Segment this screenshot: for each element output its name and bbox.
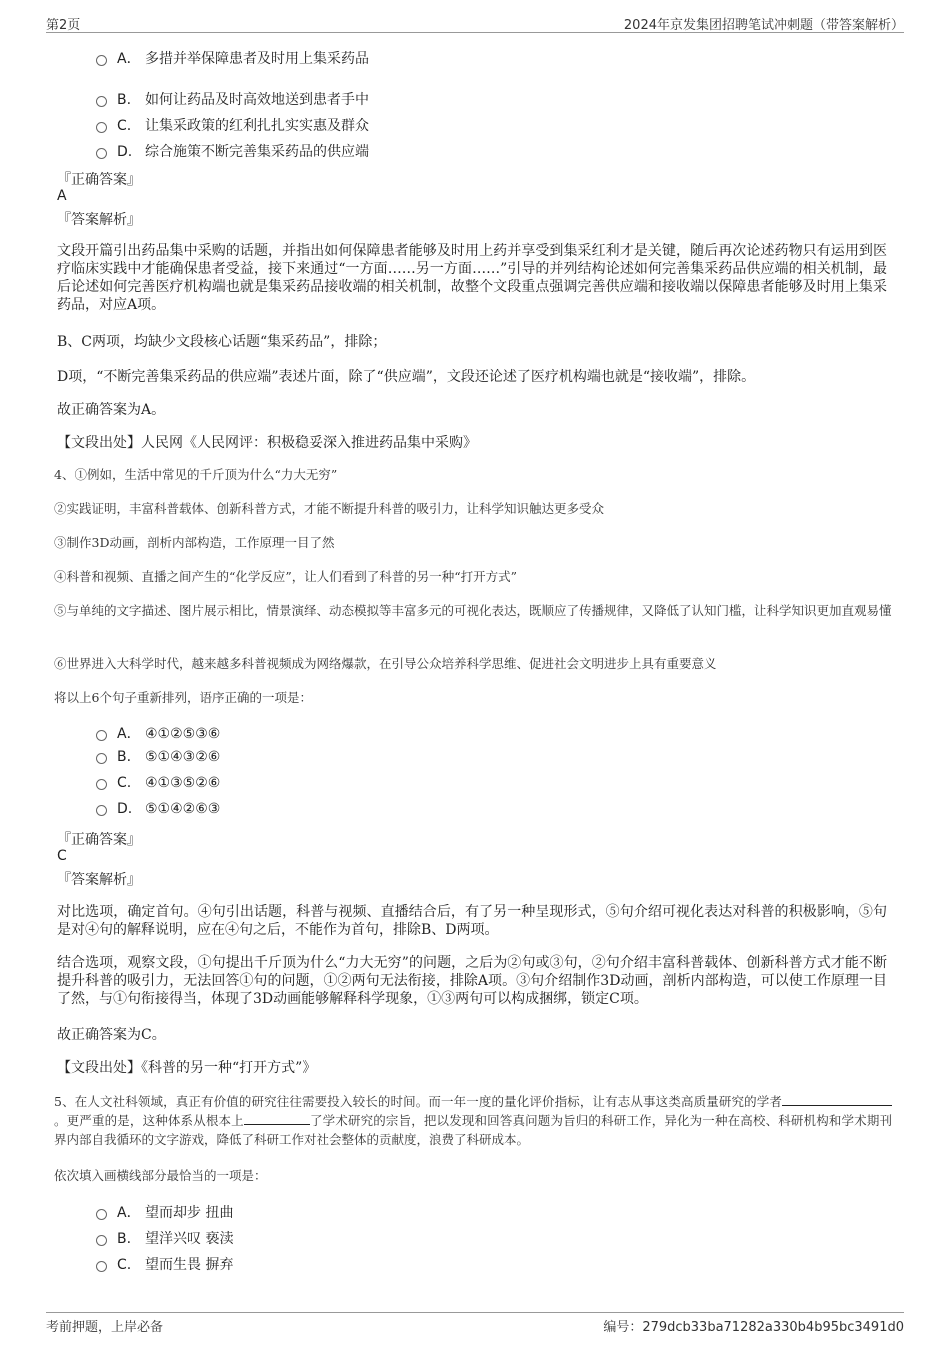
option-a[interactable]: A． 多措并举保障患者及时用上集采药品 [96, 48, 369, 68]
option-text: 如何让药品及时高效地送到患者手中 [145, 92, 369, 108]
analysis-paragraph: 对比选项，确定首句。④句引出话题，科普与视频、直播结合后，有了另一种呈现形式，⑤句介绍可视化表达对科普的积极影响，⑤句是对④句的解释说明，应在④句之后，不能作为首句，排除B、D两项。 [57, 904, 887, 938]
analysis-paragraph: B、C两项，均缺少文段核心话题“集采药品”，排除； [57, 334, 387, 350]
fill-blank [244, 1112, 310, 1125]
option-c[interactable]: C. 让集采政策的红利扎扎实实惠及群众 [96, 115, 369, 135]
option-text: ⑤①④②⑥③ [145, 801, 221, 817]
source-citation: 【文段出处】《科普的另一种“打开方式”》 [57, 1060, 317, 1076]
footer-slogan: 考前押题，上岸必备 [46, 1320, 164, 1335]
question-prompt: 将以上6个句子重新排列，语序正确的一项是： [54, 690, 312, 705]
option-c[interactable]: C. ④①③⑤②⑥ [96, 775, 220, 795]
page-footer [46, 1312, 904, 1337]
analysis-label: 『答案解析』 [57, 872, 141, 888]
option-a[interactable]: A． 望而却步 扭曲 [96, 1202, 233, 1222]
sentence-item: ②实践证明，丰富科普载体、创新科普方式，才能不断提升科普的吸引力，让科学知识触达更多受众 [54, 501, 605, 516]
radio-icon[interactable] [96, 1235, 107, 1246]
sentence-item: ⑥世界进入大科学时代，越来越多科普视频成为网络爆款，在引导公众培养科学思维、促进社会文明进步上具有重要意义 [54, 656, 717, 671]
page-header [46, 12, 904, 33]
analysis-paragraph: 结合选项，观察文段，①句提出千斤顶为什么“力大无穷”的问题，之后为②句或③句，②句介绍丰富科普载体、创新科普方式才能不断提升科普的吸引力，无法回答①句的问题，①②两句无法衔接，排除A项。③句介绍制作3D动画，剖析内部构造，可以使工作原理一目了然，与①句衔接得当，体现了3D动画能够解释科学现象，①③两句可以构成捆绑，锁定C项。 [57, 955, 887, 1007]
option-text: 多措并举保障患者及时用上集采药品 [145, 51, 369, 67]
option-b[interactable]: B. 望洋兴叹 亵渎 [96, 1228, 233, 1248]
radio-icon[interactable] [96, 730, 107, 741]
document-id: 编号：279dcb33ba71282a330b4b95bc3491d0 [603, 1320, 904, 1335]
radio-icon[interactable] [96, 753, 107, 764]
radio-icon[interactable] [96, 122, 107, 133]
answer-value: A [57, 188, 67, 204]
radio-icon[interactable] [96, 148, 107, 159]
option-text: 望而生畏 摒弃 [145, 1257, 234, 1273]
question-stem: 5、在人文社科领域，真正有价值的研究往往需要投入较长的时间。而一年一度的量化评价指标，让有志从事这类高质量研究的学者。更严重的是，这种体系从根本上 了学术研究的宗旨，把以发现和回答真问题为旨归的科研工作，异化为一种在高校、科研机构和学术期刊界内部自我循环的文字游戏，降低了科研工作对社会整体的贡献度，浪费了科研成本。 [54, 1094, 892, 1147]
question-stem: 4、①例如，生活中常见的千斤顶为什么“力大无穷” [54, 467, 338, 482]
answer-label: 『正确答案』 [57, 832, 141, 848]
analysis-paragraph: 文段开篇引出药品集中采购的话题，并指出如何保障患者能够及时用上药并享受到集采红利才是关键，随后再次论述药物只有运用到医疗临床实践中才能确保患者受益，接下来通过“一方面……另一方面……”引导的并列结构论述如何完善集采药品供应端的相关机制，最后论述如何完善医疗机构端也就是集采药品接收端的相关机制，故整个文段重点强调完善供应端和接收端以保障患者能够及时用上集采药品，对应A项。 [57, 243, 887, 313]
option-d[interactable]: D. ⑤①④②⑥③ [96, 801, 220, 821]
analysis-label: 『答案解析』 [57, 212, 141, 228]
option-b[interactable]: B. 如何让药品及时高效地送到患者手中 [96, 89, 369, 109]
document-title: 2024年京发集团招聘笔试冲刺题（带答案解析） [623, 18, 904, 33]
answer-label: 『正确答案』 [57, 172, 141, 188]
source-citation: 【文段出处】人民网《人民网评：积极稳妥深入推进药品集中采购》 [57, 435, 477, 451]
fill-blank [782, 1093, 892, 1106]
analysis-paragraph: 故正确答案为A。 [57, 402, 166, 418]
option-d[interactable]: D. 综合施策不断完善集采药品的供应端 [96, 141, 369, 161]
option-text: ④①②⑤③⑥ [145, 726, 221, 742]
option-text: 望洋兴叹 亵渎 [145, 1231, 234, 1247]
analysis-paragraph: 故正确答案为C。 [57, 1027, 166, 1043]
answer-value: C [57, 848, 67, 864]
option-text: ⑤①④③②⑥ [145, 749, 221, 765]
radio-icon[interactable] [96, 1209, 107, 1220]
option-text: 综合施策不断完善集采药品的供应端 [145, 144, 369, 160]
option-b[interactable]: B. ⑤①④③②⑥ [96, 749, 220, 769]
radio-icon[interactable] [96, 1261, 107, 1272]
radio-icon[interactable] [96, 805, 107, 816]
sentence-item: ⑤与单纯的文字描述、图片展示相比，情景演绎、动态模拟等丰富多元的可视化表达，既顺应了传播规律，又降低了认知门槛，让科学知识更加直观易懂 [54, 603, 892, 618]
radio-icon[interactable] [96, 779, 107, 790]
page-number: 第2页 [46, 18, 81, 33]
option-text: ④①③⑤②⑥ [145, 775, 221, 791]
analysis-paragraph: D项，“不断完善集采药品的供应端”表述片面，除了“供应端”，文段还论述了医疗机构端也就是“接收端”，排除。 [57, 369, 756, 385]
sentence-item: ④科普和视频、直播之间产生的“化学反应”，让人们看到了科普的另一种“打开方式” [54, 569, 518, 584]
option-text: 望而却步 扭曲 [145, 1205, 234, 1221]
option-c[interactable]: C. 望而生畏 摒弃 [96, 1254, 233, 1274]
option-a[interactable]: A． ④①②⑤③⑥ [96, 723, 220, 743]
sentence-item: ③制作3D动画，剖析内部构造，工作原理一目了然 [54, 535, 335, 550]
radio-icon[interactable] [96, 96, 107, 107]
option-text: 让集采政策的红利扎扎实实惠及群众 [145, 118, 369, 134]
question-prompt: 依次填入画横线部分最恰当的一项是： [54, 1168, 267, 1183]
radio-icon[interactable] [96, 55, 107, 66]
